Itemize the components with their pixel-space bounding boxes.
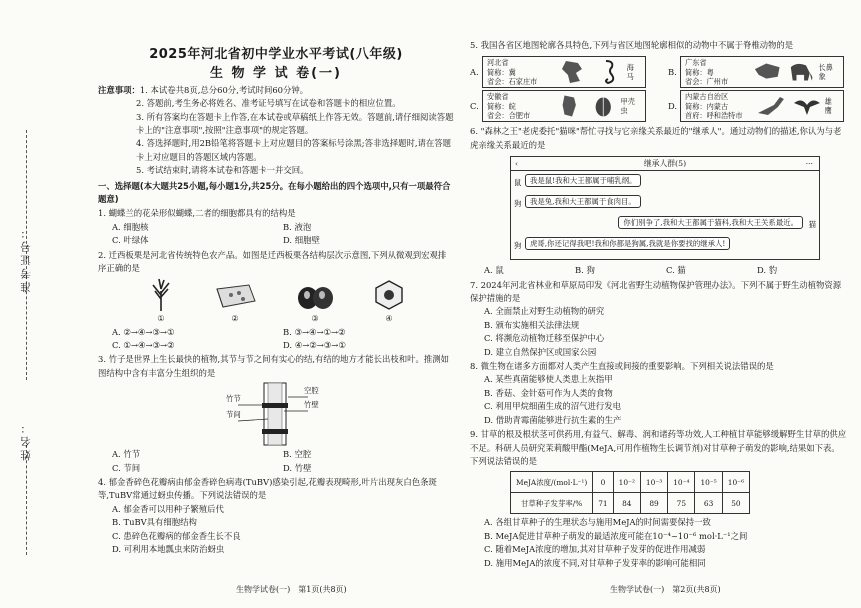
figure-number: ① [157, 314, 165, 324]
province-abbr: 简称：皖 [487, 101, 516, 111]
figure-number: ② [231, 314, 239, 324]
notice-item: 1. 本试卷共8页,总分60分,考试时间60分钟。 [139, 84, 309, 95]
chat-window [510, 156, 820, 260]
notice-item: 4. 答选择题时,用2B铅笔将答题卡上对应题目的答案标号涂黑;答非选择题时,请在答题卡上对应题目的答题区域内答题。 [136, 138, 452, 162]
table-cell: 75 [668, 493, 695, 514]
option-b[interactable]: B. ③→④→①→② [283, 326, 346, 337]
notice-item: 3. 所有答案均在答题卡上作答,在本试卷或草稿纸上作答无效。答题前,请仔细阅读答题卡上的"注意事项",按照"注意事项"的规定答题。 [136, 111, 454, 136]
page-1 [98, 44, 454, 556]
option-d[interactable]: D. 豹 [757, 265, 778, 276]
chat-message: 你们别争了,我和大王都属于猫科,我和大王关系最近。 [618, 216, 803, 229]
animal-name: 长鼻象 [818, 62, 833, 82]
option-b[interactable]: B. 液泡 [283, 221, 312, 232]
notice-item: 5. 考试结束时,请将本试卷和答题卡一并交回。 [136, 165, 309, 176]
province-abbr: 简称：内蒙古 [685, 101, 729, 111]
cell-icon [373, 279, 405, 311]
question-1: 1. 蝴蝶兰的花朵形似蝴蝶,二者的细胞都具有的结构是 [98, 208, 296, 219]
tissue-icon [213, 281, 257, 311]
option-letter: D. [668, 100, 678, 111]
figure-cell [373, 279, 405, 325]
table-cell: 50 [722, 493, 749, 514]
speaker-cat: 猫 [808, 220, 816, 230]
label-wall: 竹壁 [304, 400, 319, 410]
option-c[interactable]: C. ①→④→③→② [112, 339, 175, 350]
province-option-d[interactable] [668, 90, 848, 122]
option-d[interactable]: D. 竹壁 [283, 462, 312, 473]
question-5: 5. 我国各省区地图轮廓各具特色,下列与省区地图轮廓相似的动物中不属于脊椎动物的是 [470, 40, 794, 50]
animal-name: 海马 [626, 62, 634, 82]
table-cell: 10⁻⁶ [722, 472, 749, 493]
option-b[interactable]: B. TuBV具有细胞结构 [112, 517, 197, 528]
table-cell: 89 [640, 493, 667, 514]
speaker-mouse: 鼠 [514, 178, 522, 188]
figure-tissue [213, 281, 257, 325]
question-9: 9. 甘草的根及根状茎可供药用,有益气、解毒、润和诸药等功效,人工种植甘草能够缓解野生甘草的供应不足。科研人员研究茉莉酸甲酯(MeJA,可用作植物生长调节剂)对甘草种子萌发的影响,结果如下表。下列说法错误的是 [470, 429, 847, 466]
option-letter: B. [668, 66, 677, 77]
label-internode: 节间 [226, 410, 241, 420]
option-c[interactable]: C. 患碎色花瓣病的郁金香生长不良 [112, 530, 241, 541]
option-a[interactable]: A. ②→④→③→① [112, 326, 175, 337]
chat-message: 虎哥,你还记得我吧!我和你都是狗属,我就是你要找的继承人! [525, 237, 730, 250]
page-footer: 生物学试卷(一) 第2页(共8页) [610, 585, 721, 594]
option-a[interactable]: A. 各组甘草种子的生理状态与施用MeJA的时间需要保持一致 [484, 517, 711, 528]
province-box [680, 56, 844, 88]
province-box [680, 90, 844, 122]
province-capital: 省会：合肥市 [487, 111, 531, 121]
dashed-binding-line [26, 445, 27, 555]
province-option-c[interactable] [470, 90, 650, 122]
q8-options [470, 373, 848, 427]
page-footer: 生物学试卷(一) 第1页(共8页) [236, 585, 347, 594]
option-a[interactable]: A. 全面禁止对野生动植物的研究 [484, 306, 605, 317]
option-a[interactable]: A. 郁金香可以用种子繁殖后代 [112, 503, 224, 514]
chat-message: 我是兔,我和大王都属于食肉目。 [525, 195, 641, 208]
seahorse-icon [594, 59, 624, 85]
province-abbr: 简称：冀 [487, 67, 516, 77]
table-row [511, 472, 750, 493]
elephant-icon [787, 59, 815, 85]
province-name: 安徽省 [487, 92, 509, 102]
table-cell: 10⁻³ [640, 472, 667, 493]
option-b[interactable]: B. 空腔 [283, 449, 312, 460]
province-text [685, 58, 750, 87]
province-map-icon [555, 93, 583, 119]
table-cell: 63 [695, 493, 722, 514]
province-name: 河北省 [487, 58, 509, 68]
exam-number-label: 准考证号： [20, 225, 32, 293]
chat-title: 继承人群(5) [643, 159, 687, 169]
beetle-icon [589, 93, 617, 119]
option-d[interactable]: D. 可利用本地瓢虫来防治蚜虫 [112, 543, 225, 554]
province-map-icon [756, 93, 786, 119]
meja-table [510, 471, 750, 514]
figure-number: ④ [385, 314, 393, 324]
chestnut-figure [98, 276, 454, 326]
province-name: 广东省 [685, 58, 707, 68]
option-d[interactable]: D. 细胞壁 [283, 235, 320, 246]
binding-strip [0, 0, 60, 608]
figure-number: ③ [311, 314, 319, 324]
exam-subtitle: 生 物 学 试 卷(一) [210, 66, 342, 82]
q1-options [98, 221, 454, 248]
option-letter: C. [470, 100, 479, 111]
section-heading: 一、选择题(本大题共25小题,每小题1分,共25分。在每小题给出的四个选项中,只有一项最符合题意) [98, 180, 451, 205]
option-c[interactable]: C. 猫 [666, 265, 686, 276]
province-capital: 首府：呼和浩特市 [685, 111, 743, 121]
chat-message: 我是鼠!我和大王都属于哺乳纲。 [525, 174, 641, 187]
option-letter: A. [470, 66, 479, 77]
notice-item: 2. 答题前,考生务必将姓名、准考证号填写在试卷和答题卡的相应位置。 [136, 98, 401, 109]
exam-title: 2025年河北省初中学业水平考试(八年级) [149, 47, 403, 62]
option-c[interactable]: C. 随着MeJA浓度的增加,其对甘草种子发芽的促进作用减弱 [484, 544, 706, 555]
q9-options [470, 516, 848, 570]
table-header: 甘草种子发芽率/% [511, 493, 593, 514]
option-b[interactable]: B. 颁布实施相关法律法规 [484, 319, 580, 330]
option-d[interactable]: D. ④→②→③→① [283, 339, 346, 350]
option-a[interactable]: A. 鼠 [484, 265, 504, 276]
question-4: 4. 郁金香碎色花瓣病由郁金香碎色病毒(TuBV)感染引起,花瓣表现畸形,叶片出现灰白色条斑等,TuBV常通过蚜虫传播。下列说法错误的是 [98, 476, 437, 501]
table-cell: 10⁻⁴ [668, 472, 695, 493]
province-text [487, 58, 555, 87]
option-c[interactable]: C. 将濒危动植物迁移至保护中心 [484, 333, 605, 344]
option-c[interactable]: C. 节间 [112, 462, 141, 473]
table-row [511, 493, 750, 514]
question-8: 8. 微生物在诸多方面都对人类产生直接或间接的重要影响。下列相关说法错误的是 [470, 361, 774, 372]
eagle-icon [792, 93, 822, 119]
figure-chestnuts [295, 281, 335, 325]
table-cell: 84 [613, 493, 640, 514]
bamboo-diagram [176, 381, 376, 447]
option-a[interactable]: A. 细胞核 [112, 221, 149, 232]
animal-name: 甲壳虫 [620, 96, 635, 116]
question-2: 2. 迁西板栗是河北省传统特色农产品。如图是迁西板栗各结构层次示意图,下列从微观到宏观排序正确的是 [98, 249, 447, 274]
speaker-dog: 狗 [514, 199, 522, 209]
table-cell: 71 [593, 493, 613, 514]
question-7: 7. 2024年河北省林业和草原局印发《河北省野生动植物保护管理办法》。下列不属于野生动植物资源保护措施的是 [470, 279, 842, 304]
province-text [487, 92, 552, 121]
province-map-icon [753, 59, 781, 85]
question-3: 3. 竹子是世界上生长最快的植物,其节与节之间有实心的结,有结的地方才能长出枝和叶。推测如图结构中含有丰富分生组织的是 [98, 354, 449, 378]
province-map-icon [558, 59, 588, 85]
option-c[interactable]: C. 叶绿体 [112, 235, 149, 246]
figure-tree [147, 277, 175, 325]
notice-label: 注意事项： [98, 84, 140, 95]
table-cell: 10⁻⁵ [695, 472, 722, 493]
province-capital: 省会：广州市 [685, 77, 729, 87]
option-a[interactable]: A. 某些真菌能够使人类患上灰指甲 [484, 374, 613, 385]
option-d[interactable]: D. 借助青霉菌能够进行抗生素的生产 [484, 414, 622, 425]
chat-header [511, 157, 819, 171]
more-icon[interactable]: ··· [805, 159, 813, 169]
table-cell: 0 [593, 472, 613, 493]
option-d[interactable]: D. 建立自然保护区或国家公园 [484, 346, 597, 357]
notice-block [98, 84, 454, 97]
name-label: 姓名： [20, 420, 32, 461]
table-header: MeJA浓度/(mol·L⁻¹) [511, 472, 593, 493]
q2-options [98, 326, 454, 353]
province-box [482, 56, 646, 88]
option-b[interactable]: B. MeJA促进甘草种子萌发的最适浓度可能在10⁻⁴~10⁻⁶ mol·L⁻¹之间 [484, 530, 748, 541]
province-box [482, 90, 646, 122]
tree-icon [147, 277, 175, 311]
option-b[interactable]: B. 狗 [575, 265, 595, 276]
province-option-b[interactable] [668, 56, 848, 88]
speaker-dog: 狗 [514, 241, 522, 251]
q4-options [98, 503, 454, 557]
province-name: 内蒙古自治区 [685, 92, 729, 102]
province-text [685, 92, 753, 121]
province-capital: 省会：石家庄市 [487, 77, 538, 87]
province-abbr: 简称：粤 [685, 67, 714, 77]
animal-name: 雄鹰 [824, 96, 832, 116]
option-a[interactable]: A. 竹节 [112, 449, 141, 460]
back-icon[interactable]: ‹ [515, 159, 519, 169]
question-6: 6. "森林之王"老虎委托"猫咪"帮忙寻找与它亲缘关系最近的"继承人"。通过动物们的描述,你认为与老虎亲缘关系最近的是 [470, 126, 842, 150]
q3-options [98, 448, 454, 475]
bamboo-figure [98, 380, 454, 448]
option-d[interactable]: D. 施用MeJA的浓度不同,对甘草种子发芽率的影响可能相同 [484, 557, 706, 568]
chestnut-icon [295, 281, 335, 311]
province-grid [470, 56, 848, 122]
q7-options [470, 305, 848, 359]
option-c[interactable]: C. 利用甲烷细菌生成的沼气进行发电 [484, 401, 622, 412]
option-b[interactable]: B. 香菇、金针菇可作为人类的食物 [484, 387, 613, 398]
page-2 [470, 38, 848, 570]
province-option-a[interactable] [470, 56, 650, 88]
q6-options [470, 264, 848, 277]
label-cavity: 空腔 [304, 386, 319, 396]
table-cell: 10⁻² [613, 472, 640, 493]
label-node: 竹节 [226, 394, 241, 404]
